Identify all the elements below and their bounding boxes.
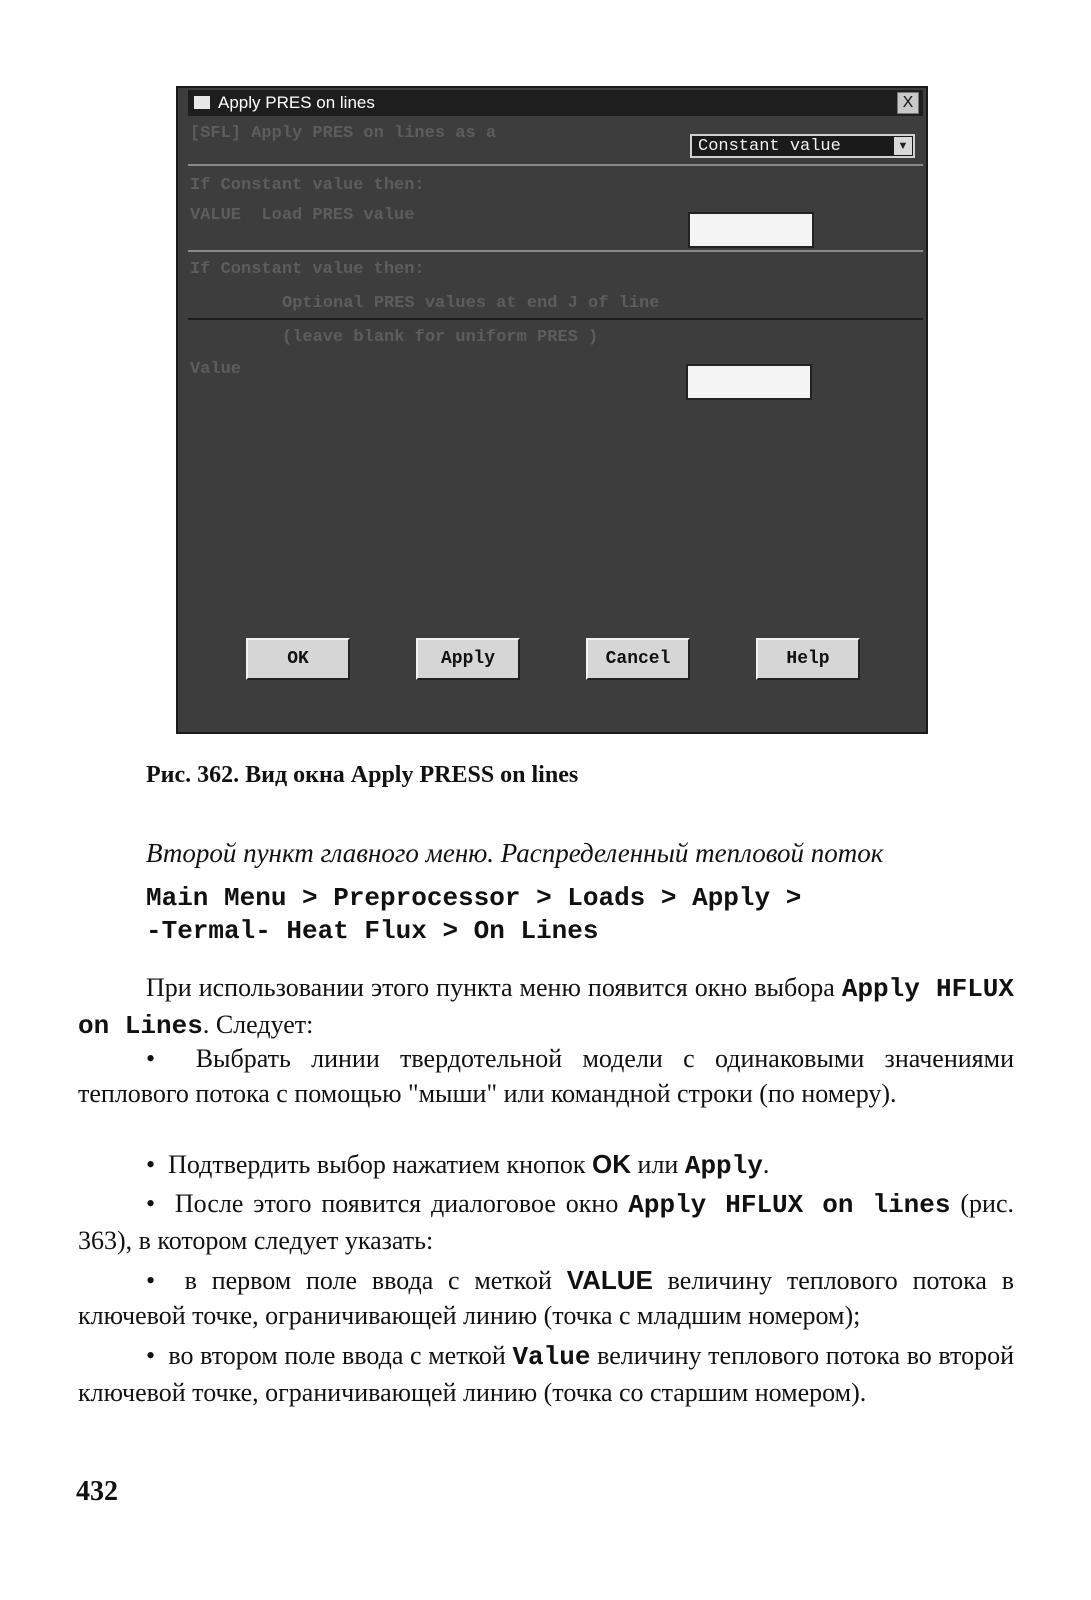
separator: [188, 318, 923, 320]
dialog-title: Apply PRES on lines: [218, 93, 375, 112]
section-subheading: Второй пункт главного меню. Распределенный тепловой поток: [146, 838, 884, 868]
bullet2-apply: Apply: [684, 1151, 763, 1181]
window-icon: [194, 96, 210, 109]
bullet5-label: Value: [512, 1342, 591, 1372]
bullet3-window-name: Apply HFLUX on lines: [628, 1190, 951, 1220]
bullet4-tail: величину теплового потока в ключевой точке, ограничивающей линию (точка с младшим номером);: [78, 1266, 1014, 1330]
separator: [188, 164, 923, 166]
para1-window-name: Apply HFLUX on Lines: [78, 974, 1015, 1041]
menu-path: [146, 882, 801, 948]
bullet-2: [78, 1147, 1014, 1184]
bullet-3: [78, 1186, 1014, 1258]
figure-caption: Рис. 362. Вид окна Apply PRESS on lines: [146, 762, 579, 788]
bullet1-text: Выбрать линии твердотельной модели с одинаковыми значениями теплового потока с помощью "мыши" или командной строки (по номеру).: [78, 1044, 1014, 1108]
page-number: 432: [76, 1476, 118, 1507]
value-input[interactable]: [688, 212, 814, 248]
bullet2-text: Подтвердить выбор нажатием кнопок: [168, 1150, 593, 1179]
bullet2-or: или: [631, 1150, 685, 1179]
bullet-icon: •: [146, 1266, 185, 1295]
bullet-5: [78, 1338, 1014, 1410]
para1-text: При использовании этого пункта меню появится окно выбора: [146, 973, 835, 1002]
apply-pres-dialog: [176, 86, 928, 734]
dialog-titlebar: [188, 90, 923, 116]
bullet2-ok: OK: [592, 1149, 632, 1179]
bullet4-text: в первом поле ввода с меткой: [184, 1266, 567, 1295]
bullet5-text: во втором поле ввода с меткой: [168, 1341, 513, 1370]
bullet-icon: •: [146, 1044, 196, 1073]
bullet-4: [78, 1263, 1014, 1333]
bullet-icon: •: [146, 1150, 169, 1179]
bullet-icon: •: [146, 1341, 169, 1370]
menu-path-line2: -Termal- Heat Flux > On Lines: [146, 916, 599, 946]
section2-heading: If Constant value then:: [190, 260, 425, 279]
bullet3-text: После этого появится диалоговое окно: [174, 1189, 629, 1218]
select-value: Constant value: [698, 137, 841, 156]
leave-blank-note: (leave blank for uniform PRES ): [282, 328, 599, 347]
apply-button[interactable]: Apply: [416, 638, 520, 680]
paragraph-1: [78, 970, 1014, 1044]
load-type-select[interactable]: [690, 134, 915, 158]
chevron-down-icon[interactable]: ▼: [894, 137, 912, 155]
menu-path-line1: Main Menu > Preprocessor > Loads > Apply >: [146, 883, 802, 913]
bullet-1: [78, 1041, 1014, 1111]
bullet5-tail: величину теплового потока во второй ключевой точке, ограничивающей линию (точка со старшим номером).: [78, 1341, 1014, 1407]
help-button[interactable]: Help: [756, 638, 860, 680]
bullet4-label: VALUE: [566, 1265, 653, 1295]
section1-heading: If Constant value then:: [190, 176, 425, 195]
value-j-label: Value: [190, 360, 242, 379]
bullet-icon: •: [146, 1189, 175, 1218]
bullet3-tail: (рис. 363), в котором следует указать:: [78, 1189, 1014, 1255]
value-j-input[interactable]: [686, 364, 812, 400]
close-button[interactable]: X: [897, 92, 919, 114]
bullet2-end: .: [762, 1150, 770, 1179]
cancel-button[interactable]: Cancel: [586, 638, 690, 680]
para1-tail: . Следует:: [202, 1010, 314, 1039]
optional-values-label: Optional PRES values at end J of line: [282, 294, 660, 313]
value-label: VALUE Load PRES value: [190, 206, 415, 225]
apply-as-label: [SFL] Apply PRES on lines as a: [190, 124, 497, 143]
ok-button[interactable]: OK: [246, 638, 350, 680]
separator: [188, 250, 923, 252]
